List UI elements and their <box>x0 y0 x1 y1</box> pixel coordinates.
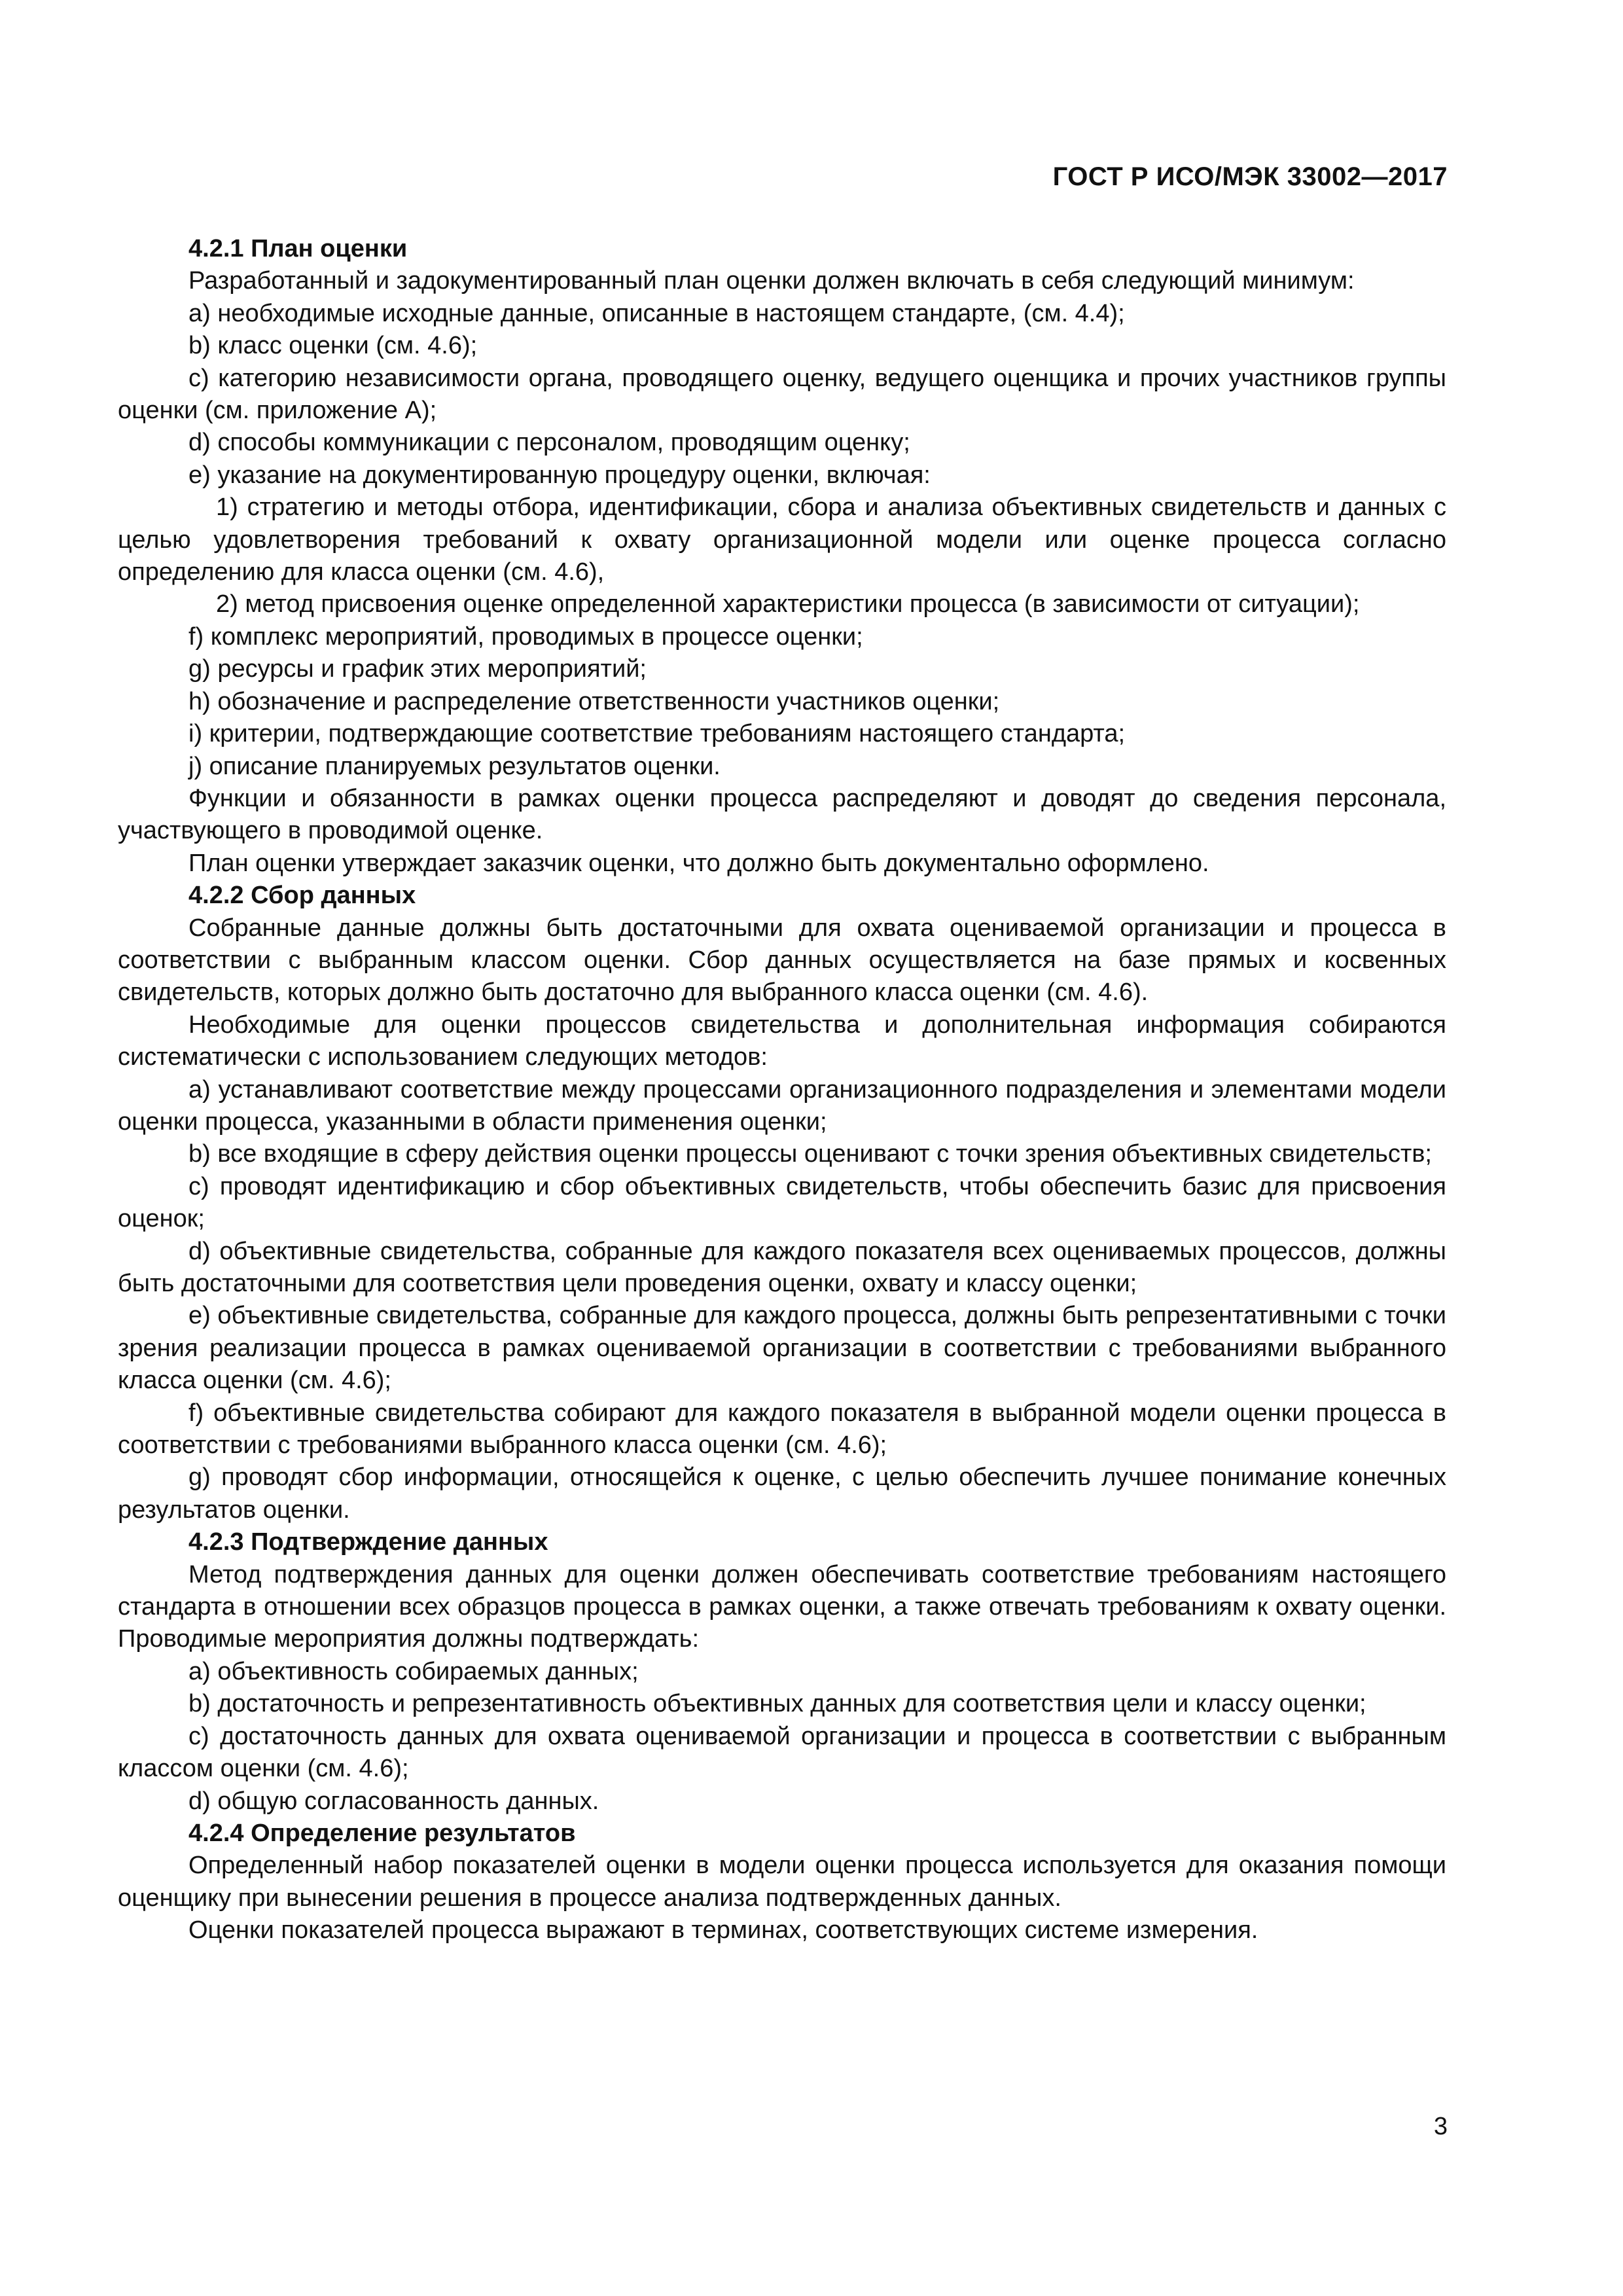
paragraph: d) общую согласованность данных. <box>188 1787 599 1815</box>
paragraph: c) достаточность данных для охвата оцениваемой организации и процесса в соответствии с выбранным классом оценки (см. 4.6); <box>118 1722 1446 1783</box>
document-body <box>118 233 1446 1947</box>
paragraph: j) описание планируемых результатов оценки. <box>188 752 721 780</box>
paragraph: d) способы коммуникации с персоналом, проводящим оценку; <box>188 429 910 457</box>
paragraph: Оценки показателей процесса выражают в терминах, соответствующих системе измерения. <box>188 1916 1258 1945</box>
paragraph: f) комплекс мероприятий, проводимых в процессе оценки; <box>188 622 863 651</box>
paragraph: 2) метод присвоения оценке определенной характеристики процесса (в зависимости от ситуации); <box>216 590 1360 619</box>
paragraph: Необходимые для оценки процессов свидетельства и дополнительная информация собираются систематически с использованием следующих методов: <box>118 1011 1446 1071</box>
standard-header: ГОСТ Р ИСО/МЭК 33002—2017 <box>1052 162 1448 191</box>
paragraph: a) устанавливают соответствие между процессами организационного подразделения и элементами модели оценки процесса, указанными в области применения оценки; <box>118 1075 1446 1136</box>
section-heading: 4.2.3 Подтверждение данных <box>188 1528 548 1556</box>
paragraph: h) обозначение и распределение ответственности участников оценки; <box>188 687 1000 715</box>
paragraph: Функции и обязанности в рамках оценки процесса распределяют и доводят до сведения персонала, участвующего в проводимой оценке. <box>118 784 1446 845</box>
paragraph: c) проводят идентификацию и сбор объективных свидетельств, чтобы обеспечить базис для присвоения оценок; <box>118 1172 1446 1233</box>
paragraph: a) необходимые исходные данные, описанные в настоящем стандарте, (см. 4.4); <box>188 299 1125 327</box>
section-heading: 4.2.1 План оценки <box>188 235 408 262</box>
paragraph: e) указание на документированную процедуру оценки, включая: <box>188 461 931 489</box>
section-heading: 4.2.4 Определение результатов <box>188 1819 576 1847</box>
page-number: 3 <box>1433 2113 1448 2140</box>
paragraph: Метод подтверждения данных для оценки должен обеспечивать соответствие требованиям настоящего стандарта в отношении всех образцов процесса в рамках оценки, а также отвечать требованиям к охвату оценки. Проводимые мероприятия должны подтверждать: <box>118 1560 1446 1653</box>
paragraph: Собранные данные должны быть достаточными для охвата оцениваемой организации и процесса в соответствии с выбранным классом оценки. Сбор данных осуществляется на базе прямых и косвенных свидетельств, которых должно быть достаточно для выбранного класса оценки (см. 4.6). <box>118 914 1446 1007</box>
paragraph: c) категорию независимости органа, проводящего оценку, ведущего оценщика и прочих участников группы оценки (см. приложение А); <box>118 364 1446 425</box>
paragraph: g) ресурсы и график этих мероприятий; <box>188 655 647 683</box>
paragraph: 1) стратегию и методы отбора, идентификации, сбора и анализа объективных свидетельств и данных с целью удовлетворения требований к охвату организационной модели или оценке процесса согласно определению для класса оценки (см. 4.6), <box>118 493 1446 586</box>
paragraph: e) объективные свидетельства, собранные для каждого процесса, должны быть репрезентативными с точки зрения реализации процесса в рамках оцениваемой организации в соответствии с требованиями выбранного класса оценки (см. 4.6); <box>118 1302 1446 1395</box>
paragraph: d) объективные свидетельства, собранные для каждого показателя всех оцениваемых процессов, должны быть достаточными для соответствия цели проведения оценки, охвату и классу оценки; <box>118 1237 1446 1297</box>
paragraph: i) критерии, подтверждающие соответствие требованиям настоящего стандарта; <box>188 720 1126 748</box>
paragraph: a) объективность собираемых данных; <box>188 1657 639 1685</box>
paragraph: f) объективные свидетельства собирают для каждого показателя в выбранной модели оценки процесса в соответствии с требованиями выбранного класса оценки (см. 4.6); <box>118 1399 1446 1460</box>
paragraph: План оценки утверждает заказчик оценки, что должно быть документально оформлено. <box>188 849 1209 877</box>
section-heading: 4.2.2 Сбор данных <box>188 882 416 910</box>
paragraph: Разработанный и задокументированный план оценки должен включать в себя следующий минимум: <box>188 267 1355 295</box>
paragraph: g) проводят сбор информации, относящейся к оценке, с целью обеспечить лучшее понимание конечных результатов оценки. <box>118 1463 1446 1524</box>
paragraph: Определенный набор показателей оценки в модели оценки процесса используется для оказания помощи оценщику при вынесении решения в процессе анализа подтвержденных данных. <box>118 1852 1446 1912</box>
paragraph: b) достаточность и репрезентативность объективных данных для соответствия цели и классу оценки; <box>188 1690 1366 1718</box>
paragraph: b) все входящие в сферу действия оценки процессы оценивают с точки зрения объективных свидетельств; <box>188 1140 1432 1168</box>
paragraph: b) класс оценки (см. 4.6); <box>188 332 478 360</box>
